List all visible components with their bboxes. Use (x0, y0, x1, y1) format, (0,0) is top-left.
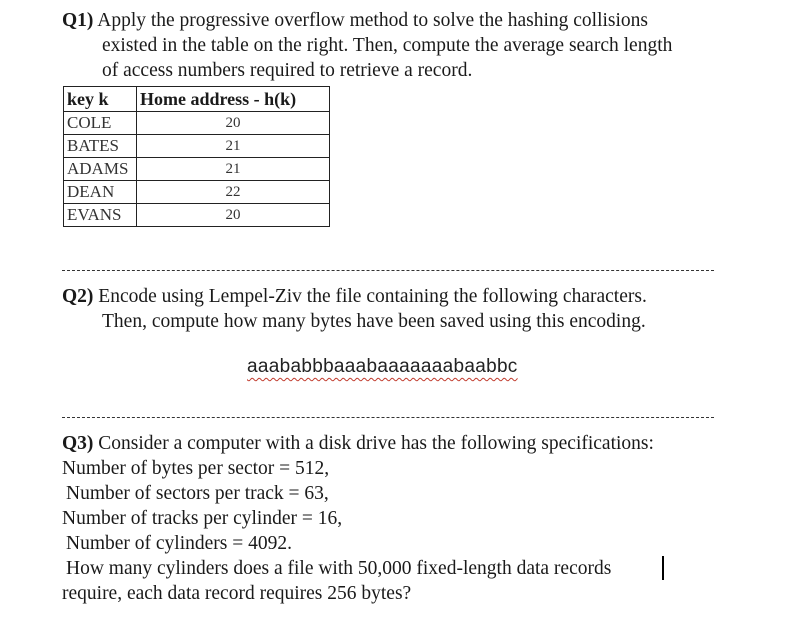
hash-table (63, 86, 330, 227)
header-home-address: Home address - h(k) (137, 87, 330, 112)
q3-spec-bytes-per-sector: Number of bytes per sector = 512, (62, 458, 330, 479)
table-row (64, 181, 330, 204)
key-cell: COLE (64, 112, 137, 135)
q1-label: Q1) (62, 10, 94, 31)
key-cell: DEAN (64, 181, 137, 204)
q3-label: Q3) (62, 433, 94, 454)
q2-text-line-1: Encode using Lempel-Ziv the file containing the following characters. (98, 286, 647, 307)
address-cell: 22 (137, 181, 330, 204)
header-key: key k (64, 87, 137, 112)
text-cursor (662, 556, 664, 580)
q1-text-line-2: existed in the table on the right. Then, compute the average search length (102, 35, 673, 56)
q3-question-line-2: require, each data record requires 256 bytes? (62, 583, 412, 604)
q1-text-line-3: of access numbers required to retrieve a record. (102, 60, 473, 81)
q3-line-1 (62, 432, 654, 456)
table-row (64, 158, 330, 181)
key-cell: BATES (64, 135, 137, 158)
q1-text-line-1: Apply the progressive overflow method to solve the hashing collisions (97, 10, 649, 31)
q2-line-1 (62, 285, 647, 309)
address-cell: 20 (137, 112, 330, 135)
q1-line-1 (62, 9, 648, 33)
lz-sequence: aaababbbaaabaaaaaaabaabbc (247, 356, 518, 377)
address-cell: 21 (137, 135, 330, 158)
q2-text-line-2: Then, compute how many bytes have been saved using this encoding. (102, 311, 646, 332)
address-cell: 21 (137, 158, 330, 181)
q3-spec-cylinders: Number of cylinders = 4092. (66, 533, 292, 554)
section-divider-2 (62, 417, 714, 418)
table-row (64, 204, 330, 227)
table-row (64, 112, 330, 135)
q3-question-line-1: How many cylinders does a file with 50,000 fixed-length data records (66, 558, 612, 579)
key-cell: EVANS (64, 204, 137, 227)
q3-spec-tracks-per-cylinder: Number of tracks per cylinder = 16, (62, 508, 343, 529)
address-cell: 20 (137, 204, 330, 227)
table-row (64, 135, 330, 158)
section-divider-1 (62, 270, 714, 271)
key-cell: ADAMS (64, 158, 137, 181)
q3-text-line-1: Consider a computer with a disk drive has the following specifications: (98, 433, 654, 454)
q3-spec-sectors-per-track: Number of sectors per track = 63, (66, 483, 329, 504)
hash-table-header-row (64, 87, 330, 112)
q2-label: Q2) (62, 286, 94, 307)
